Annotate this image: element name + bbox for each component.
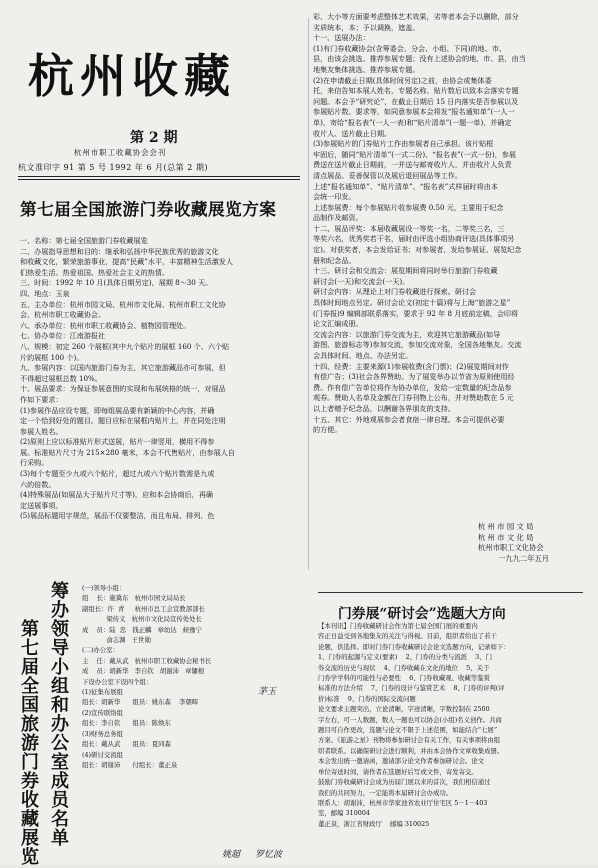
text-line: 方案、《旅游之星》刊物将参加研讨会有关工作，有关事项将由组: [318, 736, 501, 745]
signature-mark: 罗忆波: [255, 850, 283, 860]
text-line: 品制作及邮资。: [313, 213, 363, 223]
text-line: 十四、经费：主要来源(1)参展收费(含门票)；(2)展览期间对作: [313, 361, 509, 371]
text-line: 册和纪念品。: [313, 255, 356, 265]
text-line: (3)参展贴片的门券贴片工作由参展者自己承担。该片贴框: [313, 139, 494, 149]
text-line: 作如下要求：: [20, 394, 63, 404]
text-line: 会、杭州市职工收藏协会。: [20, 310, 106, 320]
text-line: 组长：胡谢沛 付组长：董正泉: [82, 760, 178, 769]
text-line: 地集友集体挑选、推荐参展专题。: [313, 64, 420, 74]
text-line: 研讨会(一天)和交流会(一天)。: [313, 276, 410, 286]
signatory: 杭 州 市 文 化 局: [478, 532, 534, 542]
column-divider: [308, 18, 309, 570]
text-line: (4)特殊展品(如展品大于贴片尺寸等)，应和本会协商后，再确: [20, 490, 213, 500]
text-line: 我们的共同努力，一定能将本届研讨会办成功。: [318, 788, 453, 797]
issue-number: 第 2 期: [130, 130, 178, 146]
text-line: 容正日益受到各地集友的关注与得视。目前，组织者给出了若干: [318, 632, 497, 641]
text-line: 费送在送片截止日期前，一并送与邮寄收片人，并由收片人负责: [313, 160, 512, 170]
signatory: 杭 州 市 园 文 局: [478, 522, 534, 531]
text-line: 组长：胡新华 组员：姚东森 李朝晖: [82, 698, 199, 707]
text-line: 九、参展内容：以国内旅游门券为主，其它旅游藏品亦可参展，但: [20, 363, 226, 373]
text-line: 六的倍数。: [20, 479, 56, 489]
text-line: 织者联系。以确保研讨会进行顺利，并由本会协作文章收集成册。: [318, 746, 504, 755]
text-line: 论文要求主题突出，立论清晰，字迹清晰，字数控制在 2500: [318, 705, 490, 714]
text-line: 上述参展费：每个参展贴片收参展费 0.50 元，主要用于纪念: [313, 202, 504, 212]
text-line: (4)研讨交流组: [82, 750, 124, 759]
text-line: (2)在申请截止日期(具体时间另定)之前，由协会或集体委: [313, 75, 492, 85]
text-line: 二、办展指导思想和目的：继承和弘扬中华民族优秀的旅游文化: [20, 246, 219, 256]
text-line: 费。作有偿广告单位将作为协办单位，发给一定数量的纪念品参: [313, 382, 512, 392]
signed-date: 一九九二年五月: [498, 553, 550, 563]
text-line: (3)财务总务组: [82, 729, 124, 738]
text-line: 彩、大小等方面要考虑整体艺术效果，劣等者本会予以删除，部分: [313, 12, 519, 21]
text-line: (1)有门券收藏协会(含筹委会、分会、小组、下同)的地、市、: [313, 43, 506, 53]
text-line: 单位寄送时间，请作者在选题好后写或文件，寄发寄交。: [318, 767, 478, 776]
text-line: (一)领导小组：: [82, 584, 126, 592]
text-line: 行采购。: [20, 458, 49, 468]
text-line: 七、协办单位：江南游报社: [20, 331, 106, 341]
text-line: 论文汇编成册。: [313, 319, 363, 329]
committee-vertical-title: 筹 办 领 导 小 组 和 办 公 室 成 员 名 单: [51, 581, 69, 849]
masthead-rule-double: [18, 179, 300, 180]
text-line: 组长：李自钦 组员：陈焕东: [82, 719, 171, 728]
text-line: 问题。本会予“研究论”，在截止日期后 15 日内落实是否参展以及: [313, 96, 519, 106]
text-line: (3)每个专题至少九或六个贴片，超过九或六个贴片数需是九或: [20, 469, 215, 479]
text-line: 俞志渊 王世勋: [82, 636, 151, 645]
text-line: 五、主办单位：杭州市园文局、杭州市文化局、杭州市职工文化协: [20, 299, 226, 309]
text-line: 一、名称：第七届全国旅游门券收藏展览: [20, 236, 148, 245]
text-line: 券交流的历史与现状 4、门券收藏在文化的地位 5、关于: [318, 663, 490, 672]
text-line: 等奖六名，优秀奖若干名，届时由评选小组协商评选(具体事项另: [313, 234, 515, 244]
article-title: 第七届全国旅游门券收藏展览方案: [20, 199, 277, 219]
text-line: 参展人姓名。: [20, 426, 63, 436]
text-line: (二)办公室：: [82, 646, 119, 655]
text-line: 组长：戴从武 组员：夏同森: [82, 740, 171, 749]
text-line: (2)宣传联络组: [82, 708, 124, 717]
text-line: 劣质统本，本；予以调换，遮盖。: [313, 22, 420, 32]
text-line: 十三、研讨会和交流会：展览期间将同时举行旅游门券收藏: [313, 266, 498, 276]
text-line: 字左右，可一人数题，数人一题也可以协会(小组)名义创作。共商: [318, 715, 502, 724]
text-line: 梁传义 杭州市文化局宣传处处长: [82, 615, 202, 624]
text-line: 本会发出统一邀请函，邀请部分论文作者参加研讨会。论文: [318, 757, 485, 766]
text-line: 托，来信告知本展人姓名，专题名称、贴片数后以致本会落实专题: [313, 86, 519, 96]
text-line: 清点展品、妥善保管以及展后退回展品等工作。: [313, 170, 462, 180]
text-line: 们热爱生活、热爱祖国、热爱社会主义的热情。: [20, 267, 169, 277]
text-line: 以上者赠予纪念品，以酬谢各界朋友的支持。: [313, 403, 455, 413]
text-line: 【本刊讯】门券收藏研讨会作为第七届全国门展的重要内: [318, 622, 478, 630]
text-line: 和收藏文化，繁荣旅游事业，提高“民藏”水平，丰富精神生活激发人: [20, 257, 233, 267]
text-line: (门券报)9 编辑部联系落实，要求于 92 年 8 月底前定稿，会印将: [313, 308, 519, 318]
text-line: 联系人：胡谢沛，杭州市华家池省农业厅住宅区 5－1－403: [318, 798, 488, 807]
text-line: 成 员：胡新华 李自钦 胡谢沛 章镛根: [82, 667, 205, 676]
text-line: 副组长：许 青 杭州市总工会宣教部部长: [82, 604, 205, 613]
text-line: 定)。对获奖者，本会发给证书；对参展者，发给参展证、展览纪念: [313, 245, 522, 255]
signatory: 杭州市职工文化协会: [478, 543, 544, 553]
signatories: [478, 522, 549, 564]
text-line: 参展贴片数、要求等，如同意参展本会将发“报名通知单”(一人一: [313, 107, 515, 117]
text-line: 下设办公室下设四个组：: [82, 677, 153, 686]
text-line: 十二、展品评奖：本届收藏展设一等奖一名，二等奖三名，三: [313, 223, 505, 233]
text-line: 片的展框 100 个)。: [20, 352, 84, 362]
text-line: (1)参展作品应设专题，即每组展品要有新颖的中心内容，并确: [20, 405, 215, 415]
publisher-line: 杭州市职工收藏协会会刊: [74, 148, 167, 157]
text-line: 1、门券的起源与定义(要素) 2、门券的分类与流派 3、门: [318, 653, 493, 662]
text-line: 具体时间地点另定。研讨会论文(初定十篇)将与上海“旅游之星”: [313, 298, 511, 308]
section-rule: [318, 592, 583, 593]
text-line: 题目可自作更改，选题与论文不限于上述范围，如能结合“七展”: [318, 726, 498, 735]
text-line: 交流会内容：以旅游门券交流为主，欢迎其它旅游藏品(如导: [313, 329, 501, 339]
text-line: 展。标准贴片尺寸为 215×280 毫米，本会不代售贴片，由参展人自: [20, 447, 235, 457]
masthead-rule: [18, 176, 300, 177]
article-left-column: [20, 236, 303, 522]
seminar-body: [318, 621, 586, 829]
text-line: 董正泉，浙江省财政厅 邮编 310025: [318, 819, 430, 828]
text-line: 研讨会内容：从理论上对门券收藏进行探索。研讨会: [313, 287, 477, 297]
signature-mark: 茅玉: [258, 687, 277, 697]
text-line: 会具体时间、地点、办法另定。: [313, 351, 413, 360]
seminar-title: 门券展“研讨会”选题大方向: [338, 606, 506, 622]
text-line: (5)展品标题用字规范，展品不仅要整洁，而且布局、排列、色: [20, 511, 215, 521]
text-line: 价)标准 9、门券的国际交流问题: [318, 694, 416, 703]
text-line: 观券。赞助人名单及金额在门券刊物上公布，并对赞助数在 5 元: [313, 393, 514, 403]
masthead-title: 杭州收藏: [28, 49, 236, 103]
text-line: 上述“报名通知单”、“贴片清单”、“报名表”式样届时将由本: [313, 181, 498, 191]
text-line: 成 员：陆 忠 钱正麟 章幼达 候豫宁: [82, 625, 202, 634]
text-line: 十五、其它：外地观展参会者食宿一律自理。本会可提供必要: [313, 414, 505, 424]
text-line: 的方便。: [313, 425, 342, 435]
text-line: 定一个恰到好处的题目。题目应标在展框内贴片上，并在同处注明: [20, 416, 226, 426]
text-line: 县，由该会挑选、推荐参展专题；没有上述协会的地、市、县，由当: [313, 54, 526, 64]
text-line: 八、规模：初定 260 个展框(其中九个贴片的展框 160 个、六个贴: [20, 341, 230, 351]
text-line: 不得超过展框总数 10%。: [20, 373, 102, 383]
signature-mark: 姚超: [222, 850, 241, 860]
committee-vertical-subtitle: 第 七 届 全 国 旅 游 门 券 收 藏 展 览: [21, 619, 39, 868]
committee-list: [82, 583, 307, 770]
text-line: 单)，寄给“报名表”(一人一表)和“贴片清单”(一题一单)，并确定: [313, 117, 512, 127]
registration-line: 杭文准印字 91 第 5 号 1992 年 6 月(总第 2 期): [18, 163, 208, 172]
text-line: (1)征集布展组: [82, 688, 124, 697]
article-right-column: [313, 12, 585, 436]
text-line: 三、时间：1992 年 10 月(具体日期另定)，展期 8～30 天。: [20, 278, 213, 288]
text-line: 收片人、送片截止日期。: [313, 128, 392, 138]
text-line: 十一、送展办法：: [313, 33, 370, 43]
text-line: 十、展品要求：为保证参展意图的实现和布展统格的统一，对展品: [20, 384, 226, 394]
text-line: (2)原则上应以标准贴片形式送展，贴片一律竖用，横用不得参: [20, 437, 215, 447]
text-line: 有偿广告；(3)社会各界赞助。为了展览举办以节省为原则使用经: [313, 372, 515, 382]
text-line: 门券学学科的可能性与必要性 6、门券收藏观、收藏等鉴赏: [318, 674, 490, 683]
text-line: 主 任：戴从武 杭州市职工收藏协会秘书长: [82, 656, 212, 665]
text-line: 四、地点：玉泉: [20, 288, 70, 298]
text-line: 六、承办单位：杭州市职工收藏协会、植物园管理处。: [20, 320, 191, 330]
text-line: 标准的方法介绍 7、门券的设计与鉴赏艺术 8、门券的评判(评: [318, 684, 505, 693]
text-line: 室，邮编 310004: [318, 809, 370, 818]
text-line: 游图、旅游标志等)参加交流，参加交流对象，全国各地集友。交流: [313, 340, 522, 350]
text-line: 牢固后，随同“贴片清单”(一式二份)、“报名表”(一式一份)，参展: [313, 149, 516, 159]
text-line: 鼓励门券收藏研讨会成为历届门展以来的首次，我们相信通过: [318, 778, 491, 787]
text-line: 会统一印发。: [313, 192, 356, 202]
text-line: 定送展事项。: [20, 500, 63, 510]
text-line: 组 长：施冀东 杭州市园文局局长: [82, 594, 186, 603]
text-line: 论题，供选择。即对门券门券收藏研讨会论文选题方向，记录如下：: [318, 642, 510, 651]
